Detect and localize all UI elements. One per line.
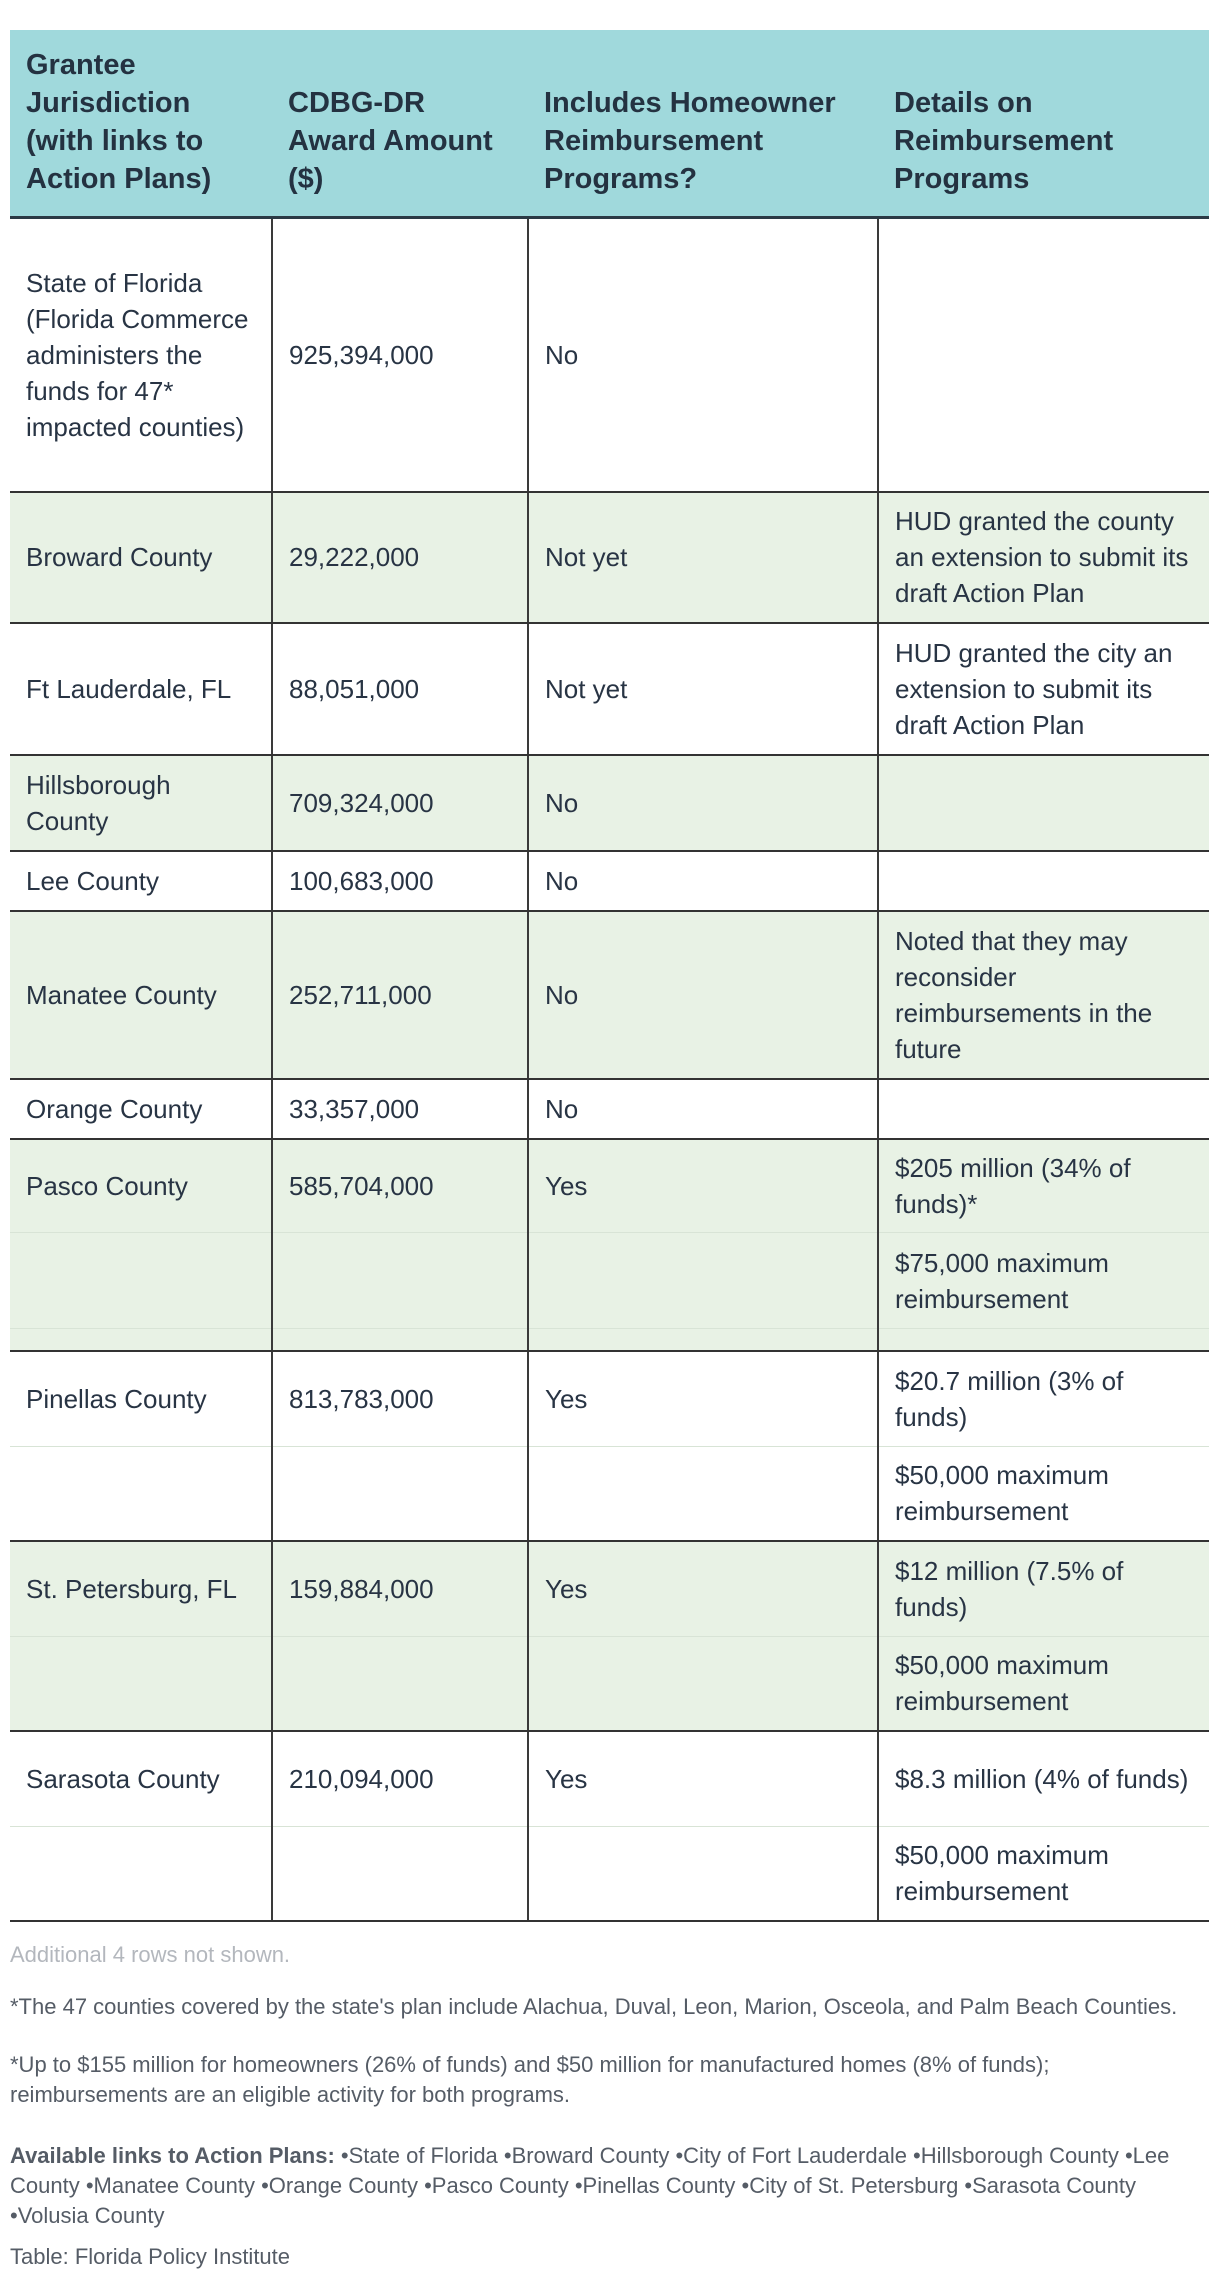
cell-includes: Yes bbox=[528, 1541, 878, 1637]
cell-details: Noted that they may reconsider reimbursements in the future bbox=[878, 911, 1209, 1079]
cell-includes: No bbox=[528, 218, 878, 492]
cell-jurisdiction[interactable]: Pinellas County bbox=[10, 1351, 272, 1447]
table-row bbox=[10, 1351, 1209, 1447]
cell-details: HUD granted the county an extension to submit its draft Action Plan bbox=[878, 492, 1209, 623]
table-row bbox=[10, 1541, 1209, 1637]
cell-details: $12 million (7.5% of funds) bbox=[878, 1541, 1209, 1637]
cell-includes: Not yet bbox=[528, 492, 878, 623]
cell-amount: 100,683,000 bbox=[272, 851, 528, 911]
table-header-row bbox=[10, 30, 1209, 218]
cell-details: $8.3 million (4% of funds) bbox=[878, 1731, 1209, 1827]
cell-details bbox=[878, 851, 1209, 911]
table-source: Table: Florida Policy Institute bbox=[10, 2244, 291, 2269]
cell-jurisdiction[interactable]: Lee County bbox=[10, 851, 272, 911]
cell-amount: 925,394,000 bbox=[272, 218, 528, 492]
cell-amount: 88,051,000 bbox=[272, 623, 528, 755]
cell-details: HUD granted the city an extension to submit its draft Action Plan bbox=[878, 623, 1209, 755]
cell-amount: 159,884,000 bbox=[272, 1541, 528, 1637]
table-subrow bbox=[10, 1233, 1209, 1329]
cell-details bbox=[878, 755, 1209, 851]
table-subrow bbox=[10, 1447, 1209, 1541]
table-row bbox=[10, 623, 1209, 755]
cell-amount: 585,704,000 bbox=[272, 1139, 528, 1233]
cell-amount: 709,324,000 bbox=[272, 755, 528, 851]
cell-details: $205 million (34% of funds)* bbox=[878, 1139, 1209, 1233]
table-row bbox=[10, 218, 1209, 492]
links-list[interactable]: •State of Florida •Broward County •City of Fort Lauderdale •Hillsborough County •Lee County •Manatee County •Orange County •Pasco County •Pinellas County •City of St. Petersburg •Sarasota County •Volusia County bbox=[10, 2143, 1170, 2228]
cell-amount: 29,222,000 bbox=[272, 492, 528, 623]
footnote-counties: *The 47 counties covered by the state's plan include Alachua, Duval, Leon, Marion, Osceola, and Palm Beach Counties. bbox=[10, 1994, 1178, 2019]
cell-jurisdiction[interactable]: Orange County bbox=[10, 1079, 272, 1139]
cell-jurisdiction[interactable]: Pasco County bbox=[10, 1139, 272, 1233]
cell-details-extra: $50,000 maximum reimbursement bbox=[878, 1447, 1209, 1541]
header-jurisdiction[interactable]: Grantee Jurisdiction (with links to Action Plans) bbox=[10, 30, 272, 218]
cell-includes: No bbox=[528, 1079, 878, 1139]
cell-jurisdiction[interactable]: State of Florida (Florida Commerce administers the funds for 47* impacted counties) bbox=[10, 218, 272, 492]
cell-includes: Yes bbox=[528, 1731, 878, 1827]
cell-details-extra: $50,000 maximum reimbursement bbox=[878, 1637, 1209, 1731]
cell-amount: 252,711,000 bbox=[272, 911, 528, 1079]
footnote-pasco: *Up to $155 million for homeowners (26% of funds) and $50 million for manufactured homes (8% of funds); reimbursements are an eligible activity for both programs. bbox=[10, 2052, 1050, 2107]
cell-includes: Not yet bbox=[528, 623, 878, 755]
header-includes-reimbursement[interactable]: Includes Homeowner Reimbursement Programs? bbox=[528, 30, 878, 218]
cell-details-extra: $50,000 maximum reimbursement bbox=[878, 1827, 1209, 1921]
header-details[interactable]: Details on Reimbursement Programs bbox=[878, 30, 1209, 218]
cell-includes: No bbox=[528, 755, 878, 851]
cell-amount: 33,357,000 bbox=[272, 1079, 528, 1139]
cell-details-extra: $75,000 maximum reimbursement bbox=[878, 1233, 1209, 1329]
table-subrow bbox=[10, 1637, 1209, 1731]
cell-jurisdiction[interactable]: St. Petersburg, FL bbox=[10, 1541, 272, 1637]
header-award-amount[interactable]: CDBG-DR Award Amount ($) bbox=[272, 30, 528, 218]
cell-jurisdiction[interactable]: Broward County bbox=[10, 492, 272, 623]
table-row bbox=[10, 1079, 1209, 1139]
cell-includes: Yes bbox=[528, 1351, 878, 1447]
table-row bbox=[10, 851, 1209, 911]
cell-includes: No bbox=[528, 851, 878, 911]
links-label: Available links to Action Plans: bbox=[10, 2143, 335, 2168]
cell-details bbox=[878, 218, 1209, 492]
action-plan-links bbox=[10, 2141, 1200, 2231]
table-row bbox=[10, 1731, 1209, 1827]
cell-amount: 813,783,000 bbox=[272, 1351, 528, 1447]
cell-jurisdiction[interactable]: Manatee County bbox=[10, 911, 272, 1079]
cell-includes: No bbox=[528, 911, 878, 1079]
cell-amount: 210,094,000 bbox=[272, 1731, 528, 1827]
cell-jurisdiction[interactable]: Hillsborough County bbox=[10, 755, 272, 851]
table-row bbox=[10, 492, 1209, 623]
reimbursement-table bbox=[10, 30, 1209, 1922]
cell-details: $20.7 million (3% of funds) bbox=[878, 1351, 1209, 1447]
table-row bbox=[10, 911, 1209, 1079]
cell-jurisdiction[interactable]: Sarasota County bbox=[10, 1731, 272, 1827]
cell-details bbox=[878, 1079, 1209, 1139]
cell-jurisdiction[interactable]: Ft Lauderdale, FL bbox=[10, 623, 272, 755]
table-subrow-spacer bbox=[10, 1329, 1209, 1351]
cell-includes: Yes bbox=[528, 1139, 878, 1233]
table-row bbox=[10, 1139, 1209, 1233]
table-row bbox=[10, 755, 1209, 851]
table-subrow bbox=[10, 1827, 1209, 1921]
more-rows-note[interactable]: Additional 4 rows not shown. bbox=[10, 1942, 291, 1967]
